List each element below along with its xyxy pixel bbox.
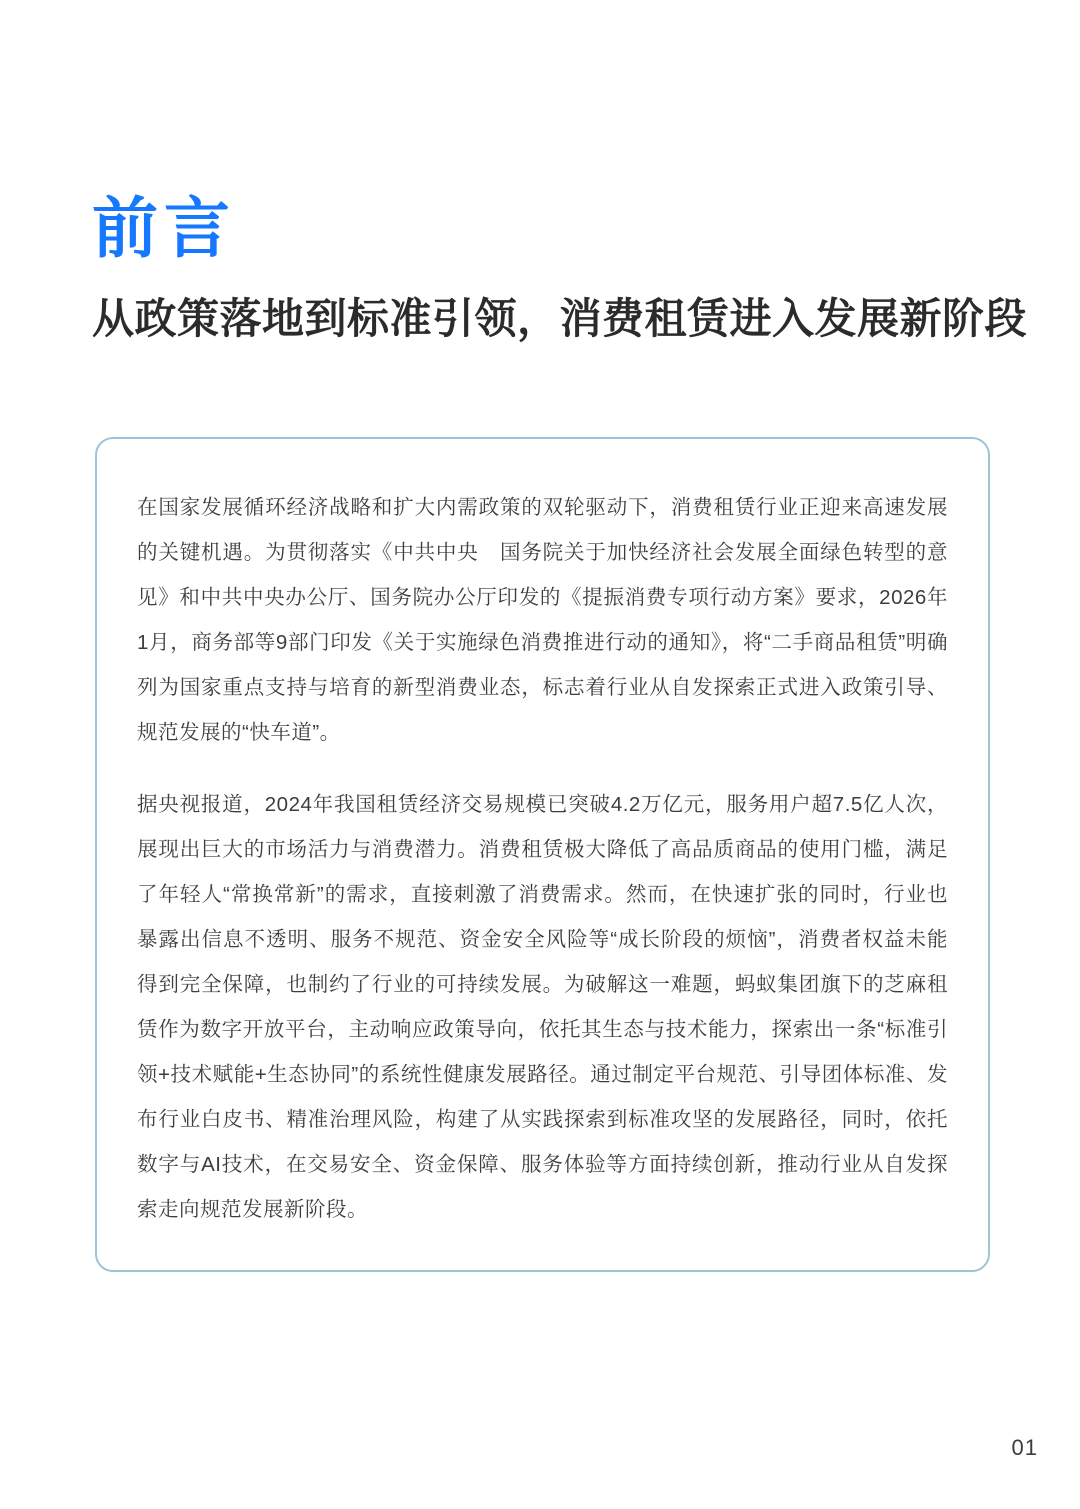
paragraph-market: 据央视报道，2024年我国租赁经济交易规模已突破4.2万亿元，服务用户超7.5亿人次，展现出巨大的市场活力与消费潜力。消费租赁极大降低了高品质商品的使用门槛，满足了年轻人“常换常新”的需求，直接刺激了消费需求。然而，在快速扩张的同时，行业也暴露出信息不透明、服务不规范、资金安全风险等“成长阶段的烦恼”，消费者权益未能得到完全保障，也制约了行业的可持续发展。为破解这一难题，蚂蚁集团旗下的芝麻租赁作为数字开放平台，主动响应政策导向，依托其生态与技术能力，探索出一条“标准引领+技术赋能+生态协同”的系统性健康发展路径。通过制定平台规范、引导团体标准、发布行业白皮书、精准治理风险，构建了从实践探索到标准攻坚的发展路径，同时，依托数字与AI技术，在交易安全、资金保障、服务体验等方面持续创新，推动行业从自发探索走向规范发展新阶段。 bbox=[137, 793, 948, 1221]
page-title: 前言 bbox=[92, 191, 236, 265]
paragraph-policy: 在国家发展循环经济战略和扩大内需政策的双轮驱动下，消费租赁行业正迎来高速发展的关键机遇。为贯彻落实《中共中央 国务院关于加快经济社会发展全面绿色转型的意见》和中共中央办公厅、国务院办公厅印发的《提振消费专项行动方案》要求，2026年1月，商务部等9部门印发《关于实施绿色消费推进行动的通知》，将“二手商品租赁”明确列为国家重点支持与培育的新型消费业态，标志着行业从自发探索正式进入政策引导、规范发展的“快车道”。 bbox=[137, 496, 948, 744]
preface-content-box bbox=[95, 437, 990, 1272]
page-subtitle: 从政策落地到标准引领，消费租赁进入发展新阶段 bbox=[92, 295, 1028, 342]
page-number: 01 bbox=[1011, 1435, 1038, 1460]
